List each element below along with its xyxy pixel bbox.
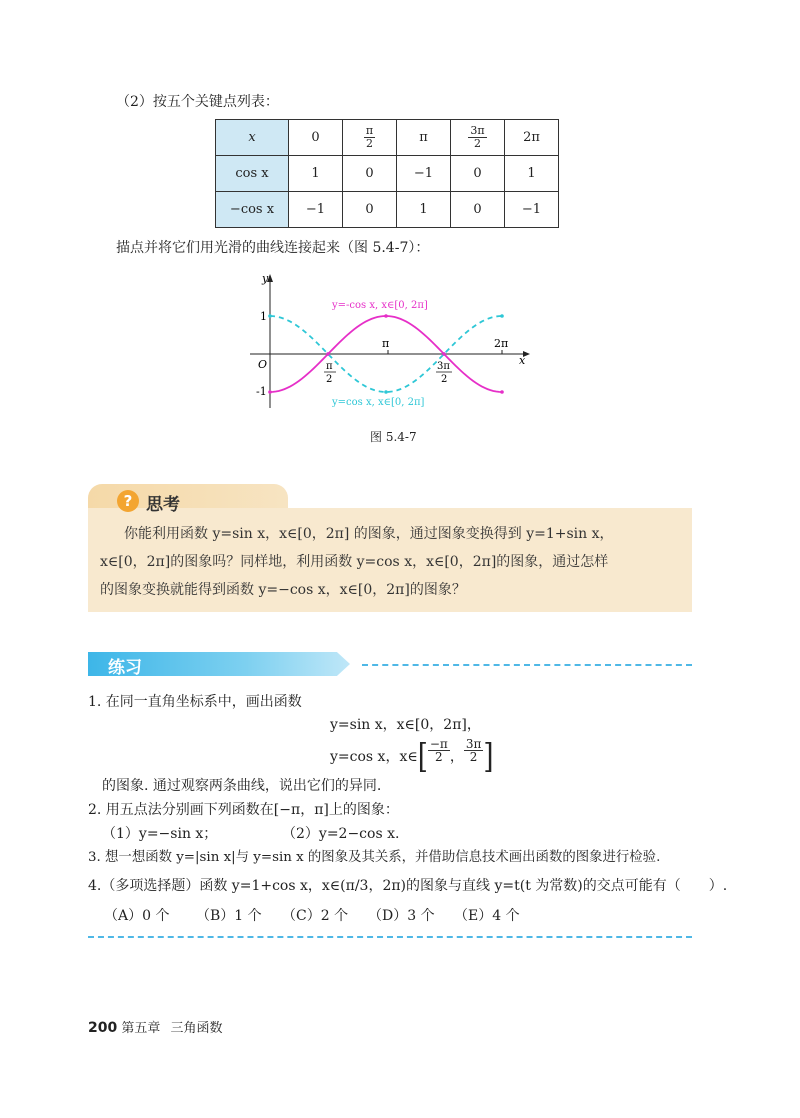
row-label: cos x [216,156,289,192]
think-line: 你能利用函数 y=sin x，x∈[0，2π] 的图象，通过图象变换得到 y=1+sin x， [124,526,614,542]
option-c: （C）2 个 [282,908,349,924]
table-cell: 0 [451,192,505,228]
table-header-cell: 2π [505,120,559,156]
question-1-outro: 的图象. 通过观察两条曲线，说出它们的异同. [102,778,382,794]
dashed-divider-bottom [88,936,692,938]
interval-end: $\frac{3\pi}{2}$ [465,737,482,764]
neg-cos-label: y=-cos x, x∈[0, 2π] [332,300,428,311]
table-row [216,156,559,192]
x-tick-label-2pi: 2π [494,337,509,350]
cos-graph [240,268,540,418]
neg-cos-key-point [442,352,446,356]
question-2-part-1: （1）y=−sin x； [102,826,218,842]
question-4 [88,876,727,896]
x-tick-label-pi-half [324,361,336,385]
neg-cos-key-point [500,390,504,394]
page-number: 200 [88,1020,118,1036]
row-label: −cos x [216,192,289,228]
table-cell: 0 [343,156,397,192]
question-2: 2. 用五点法分别画下列函数在[−π，π]上的图象： [88,802,399,818]
table-header-cell: $\frac{3\pi}{2}$ [451,120,505,156]
neg-cos-key-point [326,352,330,356]
table-cell: 0 [343,192,397,228]
svg-text:2: 2 [326,374,333,385]
y-axis-label: y [262,272,269,285]
question-2-part-2: （2）y=2−cos x. [282,826,400,842]
interval-start: $\frac{-\pi}{2}$ [429,737,448,764]
x-axis-label: x [519,354,526,367]
x-tick-label-3pi-half [436,361,452,385]
think-line: 的图象变换就能得到函数 y=−cos x，x∈[0，2π]的图象？ [100,582,466,598]
chapter-number: 第五章 [121,1021,161,1036]
page-footer [88,1017,223,1036]
x-tick-label-pi: π [382,337,390,350]
table-row [216,192,559,228]
y-tick-label: 1 [260,310,267,323]
option-d: （D）3 个 [368,908,435,924]
y-tick-label: -1 [256,385,267,398]
table-row [216,120,559,156]
question-4-suffix: 的图象与直线 y=t(t 为常数)的交点可能有（ ）. [406,878,728,894]
cos-key-point [500,314,504,318]
table-header-cell: 0 [289,120,343,156]
section-label: （2）按五个关键点列表： [116,94,279,110]
equation-prefix: y=cos x，x∈ [330,749,418,765]
neg-cos-key-point [384,314,388,318]
svg-text:π: π [326,361,333,372]
table-cell: −1 [505,192,559,228]
question-icon: ? [117,490,139,512]
question-1-equation-2: y=cos x，x∈[ $\frac{-\pi}{2}$ ， $\frac{3\pi}{2}$ ] [330,737,494,777]
key-points-table [215,119,559,228]
table-cell: 1 [289,156,343,192]
table-cell: 1 [397,192,451,228]
neg-cos-key-point [268,390,272,394]
question-3: 3. 想一想函数 y=|sin x|与 y=sin x 的图象及其关系，并借助信息技术画出函数的图象进行检验. [88,850,661,865]
table-header-cell: π [397,120,451,156]
cos-key-point [384,390,388,394]
think-title: 思考 [146,495,180,515]
question-1-equation-1: y=sin x，x∈[0，2π]， [330,717,481,733]
cos-label: y=cos x, x∈[0, 2π] [332,397,425,408]
figure-caption: 图 5.4-7 [370,430,417,444]
table-header-cell: x [216,120,289,156]
cos-key-point [268,314,272,318]
table-cell: −1 [289,192,343,228]
question-4-interval: (π/3，2π) [340,878,407,894]
practice-title: 练习 [108,658,142,678]
question-4-prefix: 4.（多项选择题）函数 y=1+cos x，x∈ [88,878,341,894]
connect-text: 描点并将它们用光滑的曲线连接起来（图 5.4-7）： [116,240,430,256]
table-cell: 1 [505,156,559,192]
option-a: （A）0 个 [104,908,170,924]
chapter-title: 三角函数 [170,1021,223,1036]
think-line: x∈[0，2π]的图象吗？同样地，利用函数 y=cos x，x∈[0，2π]的图象，通过怎样 [100,554,609,570]
table-header-cell: $\frac{\pi}{2}$ [343,120,397,156]
origin-label: O [258,358,268,371]
svg-text:2: 2 [441,374,448,385]
dashed-divider [362,664,692,666]
question-1-intro: 1. 在同一直角坐标系中，画出函数 [88,694,302,710]
option-b: （B）1 个 [196,908,262,924]
svg-text:3π: 3π [437,361,450,372]
table-cell: 0 [451,156,505,192]
option-e: （E）4 个 [454,908,520,924]
table-cell: −1 [397,156,451,192]
